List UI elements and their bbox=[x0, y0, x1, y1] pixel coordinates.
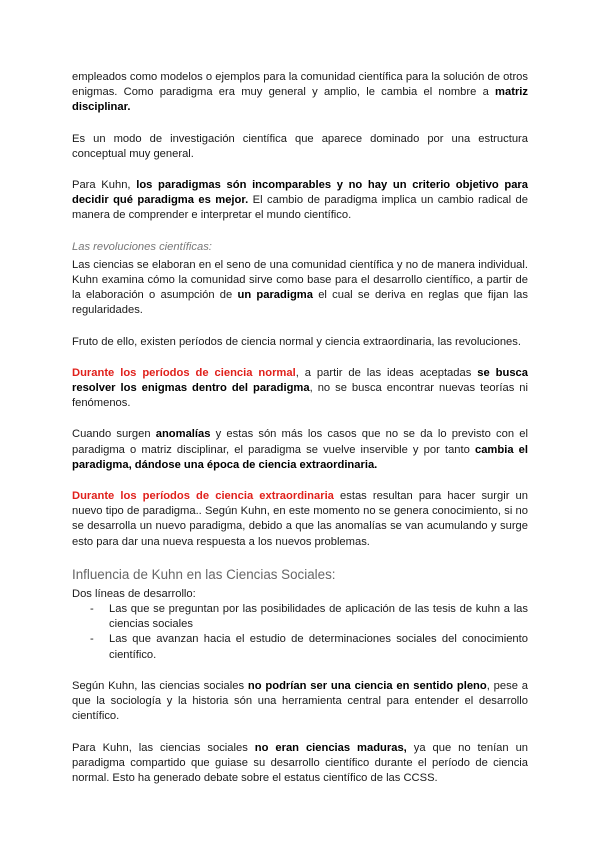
paragraph-text: y estas són más los casos que no se da lo previsto con el paradigma o matriz disciplinar, el paradigma se vuelve inservible y por tanto bbox=[72, 428, 528, 456]
paragraph-paradigmas-incomparables bbox=[72, 178, 528, 224]
paragraph-anomalias bbox=[72, 427, 528, 473]
paragraph-comunidad-cientifica bbox=[72, 258, 528, 319]
paragraph-text: Es un modo de investigación científica que aparece dominado por una estructura conceptual muy general. bbox=[72, 132, 528, 160]
paragraph-ciencias-maduras bbox=[72, 741, 528, 787]
paragraph-modo-investigacion bbox=[72, 132, 528, 162]
bold-text: anomalías bbox=[155, 428, 211, 441]
paragraph-text: estas resultan para hacer surgir un nuevo tipo de paradigma.. Según Kuhn, en este momento no se genera conocimiento, si no se desarrolla un nuevo paradigma, debido a que las anomalías se van acumulando y surge esto para dar una nueva respuesta a los nuevos problemas. bbox=[72, 490, 528, 548]
bold-text: matriz disciplinar. bbox=[72, 86, 528, 114]
section-subheading: Las revoluciones científicas: bbox=[72, 240, 212, 253]
list-item: - Las que se preguntan por las posibilidades de aplicación de las tesis de kuhn a las ciencias sociales bbox=[72, 602, 528, 632]
paragraph-text: Para Kuhn, las ciencias sociales bbox=[72, 741, 255, 754]
paragraph-text: ya que no tenían un paradigma compartido que guiase su desarrollo científico durante el período de ciencia normal. Esto ha generado debate sobre el estatus científico de las CCSS. bbox=[72, 741, 529, 784]
paragraph-fruto bbox=[72, 335, 528, 350]
paragraph-text: empleados como modelos o ejemplos para la comunidad científica para la solución de otros enigmas. Como paradigma era muy general y amplio, le cambia el nombre a bbox=[72, 71, 528, 99]
paragraph-text: , no se busca encontrar nuevas teorías ni fenómenos. bbox=[72, 382, 528, 410]
paragraph-matriz-disciplinar bbox=[72, 70, 528, 116]
paragraph-text: el cual se deriva en reglas que fijan las regularidades. bbox=[72, 289, 528, 317]
paragraph-text: Fruto de ello, existen períodos de ciencia normal y ciencia extraordinaria, las revoluciones. bbox=[72, 335, 521, 348]
bold-text: no eran ciencias maduras, bbox=[254, 741, 407, 754]
paragraph-text: , pese a que la sociología y la historia són una herramienta central para entender el desarrollo científico. bbox=[72, 679, 528, 723]
paragraph-text: Cuando surgen bbox=[72, 428, 156, 441]
paragraph-ciencia-normal bbox=[72, 366, 528, 412]
bold-text: un paradigma bbox=[237, 289, 313, 302]
highlighted-text: Durante los períodos de ciencia extraordinaria bbox=[72, 490, 334, 503]
list-item: - Las que avanzan hacia el estudio de determinaciones sociales del conocimiento científico. bbox=[72, 632, 528, 662]
section-heading: Influencia de Kuhn en las Ciencias Sociales: bbox=[72, 566, 336, 582]
paragraph-ciencia-extraordinaria bbox=[72, 489, 528, 550]
paragraph-text: Según Kuhn, las ciencias sociales bbox=[72, 679, 248, 692]
highlighted-text: Durante los períodos de ciencia normal bbox=[72, 366, 296, 379]
paragraph-text: El cambio de paradigma implica un cambio radical de manera de comprender e interpretar el mundo científico. bbox=[72, 194, 529, 222]
paragraph-text: Para Kuhn, bbox=[72, 179, 137, 192]
bold-text: los paradigmas són incomparables y no hay un criterio objetivo para decidir qué paradigma es mejor. bbox=[72, 179, 528, 207]
paragraph-text: Las ciencias se elaboran en el seno de una comunidad científica y no de manera individual. Kuhn examina cómo la comunidad sirve como base para el desarrollo científico, a partir de la elaboración o asumpción de bbox=[72, 258, 528, 302]
lineas-list bbox=[72, 602, 528, 663]
paragraph-text: , a partir de las ideas aceptadas bbox=[295, 366, 478, 379]
paragraph-lineas-intro: Dos líneas de desarrollo: bbox=[72, 587, 196, 600]
bold-text: se busca resolver los enigmas dentro del paradigma bbox=[72, 366, 528, 395]
bold-text: cambia el paradigma, dándose una época de ciencia extraordinaria. bbox=[72, 443, 529, 471]
bold-text: no podrían ser una ciencia en sentido pleno bbox=[247, 679, 487, 692]
paragraph-ciencia-sentido-pleno bbox=[72, 679, 528, 725]
